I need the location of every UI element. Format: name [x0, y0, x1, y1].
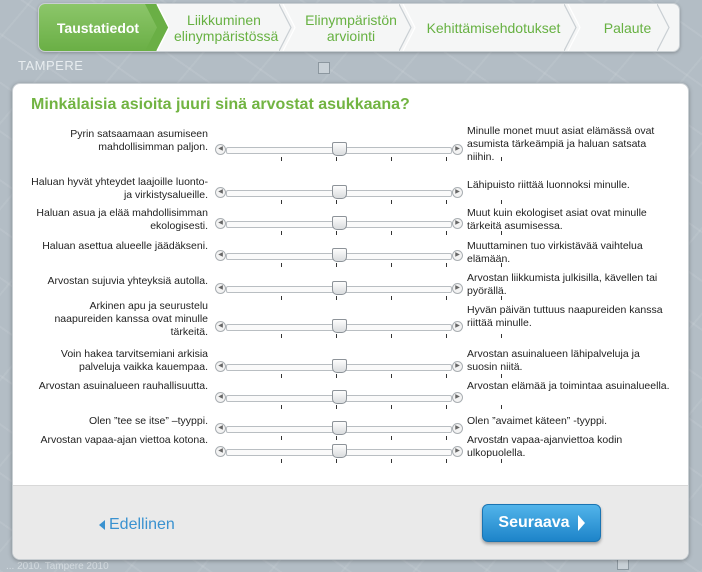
slider-left-arrow-icon[interactable]: ◀: [215, 250, 226, 261]
slider-left-arrow-icon[interactable]: ◀: [215, 218, 226, 229]
slider-tick: [336, 374, 337, 378]
slider-tick: [281, 231, 282, 235]
slider-right-arrow-icon[interactable]: ▶: [452, 321, 463, 332]
slider-tick: [281, 296, 282, 300]
slider-tick: [336, 436, 337, 440]
chevron-separator-icon: [145, 4, 169, 51]
slider-left-label: Pyrin satsaamaan asumiseen mahdollisimman paljon.: [70, 128, 208, 153]
slider-tick: [501, 374, 502, 378]
slider-tick: [446, 200, 447, 204]
slider-right-label: Muuttaminen tuo virkistävää vaihtelua elämään.: [467, 240, 643, 265]
step-label: Liikkuminen elinympäristössä: [174, 11, 279, 44]
chevron-separator-icon: [399, 4, 423, 51]
slider-left-arrow-icon[interactable]: ◀: [215, 321, 226, 332]
preference-slider[interactable]: [215, 358, 463, 380]
slider-tick: [281, 405, 282, 409]
slider-tick: [336, 157, 337, 161]
slider-left-arrow-icon[interactable]: ◀: [215, 392, 226, 403]
slider-tick: [446, 374, 447, 378]
slider-right-label: Arvostan asuinalueen lähipalveluja ja suosin niitä.: [467, 348, 640, 373]
slider-tick: [336, 405, 337, 409]
slider-tick: [281, 459, 282, 463]
slider-tick: [446, 296, 447, 300]
slider-tick: [446, 157, 447, 161]
slider-thumb[interactable]: [332, 444, 347, 458]
slider-left-label: Arvostan asuinalueen rauhallisuutta.: [38, 380, 208, 392]
arrow-right-icon: [578, 515, 585, 531]
slider-left-label: Haluan asettua alueelle jäädäkseni.: [42, 240, 208, 252]
slider-left-arrow-icon[interactable]: ◀: [215, 423, 226, 434]
slider-thumb[interactable]: [332, 216, 347, 230]
preference-slider[interactable]: [215, 141, 463, 163]
preference-slider[interactable]: [215, 215, 463, 237]
slider-tick: [501, 200, 502, 204]
slider-tick: [391, 200, 392, 204]
slider-right-arrow-icon[interactable]: ▶: [452, 187, 463, 198]
panel-footer: [13, 485, 688, 559]
preference-slider[interactable]: [215, 184, 463, 206]
arrow-left-icon: [99, 520, 105, 530]
slider-tick: [391, 405, 392, 409]
slider-tick: [336, 459, 337, 463]
slider-right-label: Minulle monet muut asiat elämässä ovat asumista tärkeämpiä ja haluan satsata niihin.: [467, 125, 655, 163]
chevron-separator-icon: [657, 4, 680, 51]
step-label: Taustatiedot: [56, 19, 140, 36]
map-zoom-icon[interactable]: [318, 62, 330, 74]
slider-left-label: Haluan hyvät yhteydet laajoille luonto- ja virkistysalueille.: [31, 176, 208, 201]
slider-left-arrow-icon[interactable]: ◀: [215, 187, 226, 198]
next-label: Seuraava: [498, 514, 570, 531]
slider-thumb[interactable]: [332, 248, 347, 262]
slider-left-arrow-icon[interactable]: ◀: [215, 361, 226, 372]
map-footer-text: ... 2010. Tampere 2010: [6, 561, 109, 572]
progress-steps: [38, 3, 680, 52]
map-city-label: TAMPERE: [18, 58, 84, 73]
slider-tick: [336, 296, 337, 300]
preference-slider[interactable]: [215, 318, 463, 340]
slider-tick: [391, 263, 392, 267]
slider-thumb[interactable]: [332, 185, 347, 199]
slider-tick: [446, 334, 447, 338]
slider-right-label: Lähipuisto riittää luonnoksi minulle.: [467, 179, 630, 191]
slider-right-label: Arvostan liikkumista julkisilla, kävellen tai pyörällä.: [467, 272, 658, 297]
slider-tick: [391, 157, 392, 161]
slider-thumb[interactable]: [332, 281, 347, 295]
slider-tick: [281, 436, 282, 440]
slider-tick: [391, 374, 392, 378]
slider-tick: [281, 263, 282, 267]
step-liikkuminen[interactable]: [157, 4, 291, 51]
slider-tick: [391, 296, 392, 300]
preference-slider[interactable]: [215, 280, 463, 302]
slider-tick: [446, 436, 447, 440]
slider-right-arrow-icon[interactable]: ▶: [452, 423, 463, 434]
slider-tick: [281, 334, 282, 338]
slider-right-arrow-icon[interactable]: ▶: [452, 283, 463, 294]
previous-button[interactable]: [99, 516, 175, 534]
slider-thumb[interactable]: [332, 390, 347, 404]
slider-left-arrow-icon[interactable]: ◀: [215, 446, 226, 457]
preference-slider[interactable]: [215, 389, 463, 411]
preference-slider[interactable]: [215, 443, 463, 465]
step-palaute[interactable]: [576, 4, 679, 51]
slider-right-arrow-icon[interactable]: ▶: [452, 144, 463, 155]
chevron-separator-icon: [279, 4, 303, 51]
preference-slider[interactable]: [215, 420, 463, 442]
slider-right-arrow-icon[interactable]: ▶: [452, 250, 463, 261]
step-label: Palaute: [603, 19, 652, 36]
slider-tick: [391, 231, 392, 235]
slider-tick: [446, 405, 447, 409]
step-label: Elinympäristön arviointi: [305, 11, 397, 44]
slider-right-label: Arvostan vapaa-ajanviettoa kodin ulkopuolella.: [467, 434, 623, 459]
slider-right-arrow-icon[interactable]: ▶: [452, 218, 463, 229]
slider-right-arrow-icon[interactable]: ▶: [452, 392, 463, 403]
slider-tick: [281, 200, 282, 204]
step-label: Kehittämisehdotukset: [426, 19, 561, 36]
slider-tick: [446, 231, 447, 235]
slider-left-arrow-icon[interactable]: ◀: [215, 283, 226, 294]
slider-left-label: Arvostan vapaa-ajan viettoa kotona.: [40, 434, 208, 446]
slider-tick: [501, 334, 502, 338]
slider-left-label: Voin hakea tarvitsemiani arkisia palveluja vaikka kauempaa.: [60, 348, 208, 373]
slider-right-label: Muut kuin ekologiset asiat ovat minulle tärkeitä asumisessa.: [467, 207, 647, 232]
slider-right-label: Arvostan elämää ja toimintaa asuinalueella.: [467, 380, 670, 392]
slider-right-arrow-icon[interactable]: ▶: [452, 446, 463, 457]
previous-label: Edellinen: [109, 516, 175, 533]
slider-right-arrow-icon[interactable]: ▶: [452, 361, 463, 372]
slider-tick: [281, 374, 282, 378]
slider-left-label: Haluan asua ja elää mahdollisimman ekologisesti.: [36, 207, 208, 232]
slider-left-label: Arkinen apu ja seurustelu naapureiden kanssa ovat minulle tärkeitä.: [54, 300, 208, 338]
slider-tick: [446, 263, 447, 267]
step-taustatiedot[interactable]: [39, 4, 157, 51]
question-title: Minkälaisia asioita juuri sinä arvostat asukkaana?: [31, 96, 410, 113]
slider-thumb[interactable]: [332, 142, 347, 156]
slider-right-label: Hyvän päivän tuttuus naapureiden kanssa riittää minulle.: [467, 304, 663, 329]
question-panel: [12, 83, 689, 560]
slider-tick: [446, 459, 447, 463]
slider-tick: [281, 157, 282, 161]
slider-left-label: Arvostan sujuvia yhteyksiä autolla.: [47, 275, 208, 287]
step-kehittamisehdotukset[interactable]: [411, 4, 576, 51]
slider-left-arrow-icon[interactable]: ◀: [215, 144, 226, 155]
slider-left-label: Olen ”tee se itse” –tyyppi.: [88, 415, 208, 427]
slider-tick: [336, 231, 337, 235]
next-button[interactable]: [482, 504, 601, 542]
slider-right-label: Olen ”avaimet käteen” -tyyppi.: [467, 415, 608, 427]
slider-thumb[interactable]: [332, 319, 347, 333]
slider-tick: [391, 436, 392, 440]
slider-tick: [336, 334, 337, 338]
slider-tick: [501, 405, 502, 409]
slider-tick: [391, 459, 392, 463]
slider-tick: [391, 334, 392, 338]
slider-thumb[interactable]: [332, 421, 347, 435]
slider-tick: [336, 200, 337, 204]
preference-slider[interactable]: [215, 247, 463, 269]
slider-tick: [336, 263, 337, 267]
chevron-separator-icon: [564, 4, 588, 51]
step-elinymparisto[interactable]: [291, 4, 411, 51]
slider-thumb[interactable]: [332, 359, 347, 373]
